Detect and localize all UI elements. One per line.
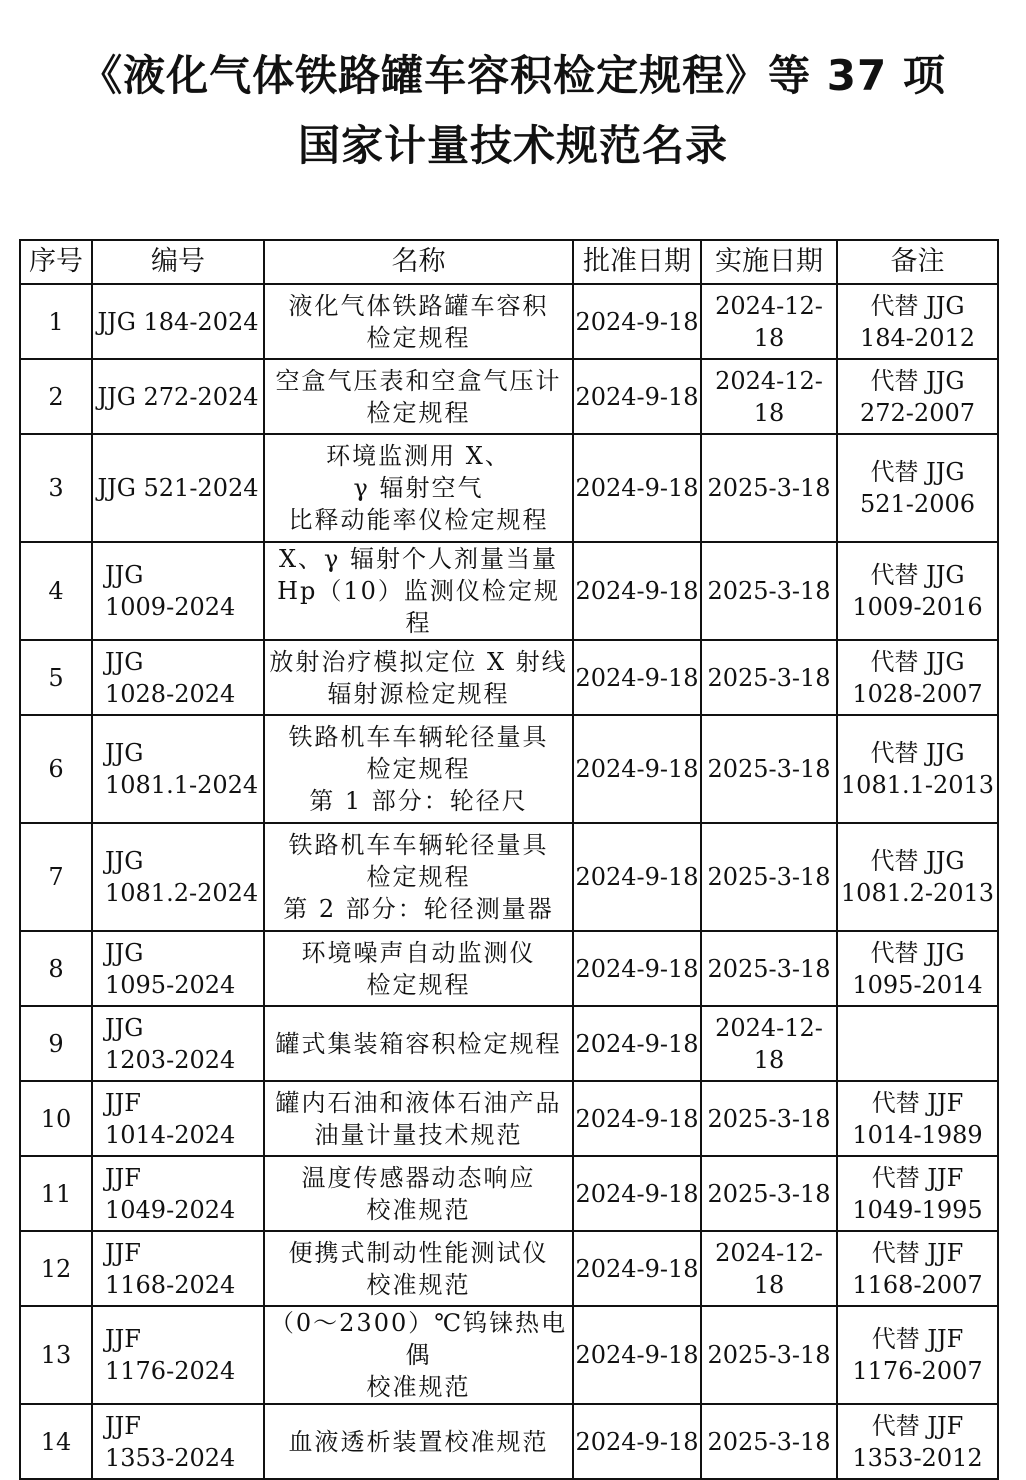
cell-seq: 2 xyxy=(20,359,92,434)
cell-remark-line: 代替 JJG xyxy=(870,739,965,767)
cell-code-line: 1014-2024 xyxy=(105,1120,236,1149)
cell-implement-date: 2025-3-18 xyxy=(701,931,837,1006)
cell-approve-date: 2024-9-18 xyxy=(573,715,701,823)
table-row xyxy=(20,823,998,931)
cell-remark-line: 1095-2014 xyxy=(852,970,983,999)
cell-implement-date: 2025-3-18 xyxy=(701,1306,837,1404)
document-title-line-2: 国家计量技术规范名录 xyxy=(297,121,728,170)
cell-name-line: 环境噪声自动监测仪 xyxy=(301,938,536,967)
cell-approve-date: 2024-9-18 xyxy=(573,823,701,931)
cell-code xyxy=(92,359,264,434)
cell-seq: 8 xyxy=(20,931,92,1006)
cell-remark-line: 代替 JJF xyxy=(871,1238,964,1267)
cell-name-line: 校准规范 xyxy=(366,1195,471,1224)
cell-implement-date: 2025-3-18 xyxy=(701,1156,837,1231)
cell-name-line: 校准规范 xyxy=(366,1270,471,1299)
cell-remark xyxy=(837,1231,998,1306)
cell-code-line: 1353-2024 xyxy=(105,1443,236,1472)
table-row xyxy=(20,931,998,1006)
cell-remark xyxy=(837,1404,998,1479)
cell-name-line: 铁路机车车辆轮径量具 xyxy=(288,831,549,859)
cell-code xyxy=(92,1156,264,1231)
cell-seq: 14 xyxy=(20,1404,92,1479)
cell-code-line: 1028-2024 xyxy=(105,679,236,708)
cell-name-line: 第 2 部分：轮径测量器 xyxy=(283,895,554,923)
cell-remark xyxy=(837,1006,998,1081)
cell-remark xyxy=(837,284,998,359)
cell-name-line: 第 1 部分：轮径尺 xyxy=(309,787,528,815)
cell-implement-date: 2025-3-18 xyxy=(701,1081,837,1156)
cell-name xyxy=(264,1081,573,1156)
cell-remark xyxy=(837,1306,998,1404)
cell-code-line: 1049-2024 xyxy=(105,1195,236,1224)
cell-remark-line: 代替 JJG xyxy=(870,366,965,395)
cell-implement-date: 2025-3-18 xyxy=(701,1404,837,1479)
cell-remark-line: 代替 JJF xyxy=(871,1325,964,1353)
cell-remark xyxy=(837,1156,998,1231)
cell-remark-line: 272-2007 xyxy=(860,398,975,427)
cell-code-line: JJF xyxy=(105,1088,141,1117)
cell-code-line: JJG xyxy=(105,561,144,589)
cell-remark-line: 1081.1-2013 xyxy=(840,771,995,799)
table-row xyxy=(20,715,998,823)
cell-code xyxy=(92,542,264,640)
cell-name-line: X、γ 辐射个人剂量当量 xyxy=(278,545,559,573)
cell-implement-date: 2025-3-18 xyxy=(701,434,837,542)
cell-name xyxy=(264,640,573,715)
cell-code xyxy=(92,640,264,715)
cell-code-line: JJG xyxy=(105,739,144,767)
cell-remark xyxy=(837,434,998,542)
cell-approve-date: 2024-9-18 xyxy=(573,1404,701,1479)
cell-name-line: 检定规程 xyxy=(366,970,471,999)
cell-name xyxy=(264,1156,573,1231)
standards-table xyxy=(19,239,999,1480)
cell-implement-date: 2025-3-18 xyxy=(701,542,837,640)
cell-implement-date: 2024-12-18 xyxy=(701,284,837,359)
cell-code-line: JJF xyxy=(105,1411,141,1440)
cell-remark-line: 代替 JJF xyxy=(871,1163,964,1192)
header-remark: 备注 xyxy=(837,240,998,284)
table-row xyxy=(20,1231,998,1306)
header-name: 名称 xyxy=(264,240,573,284)
cell-name-line: 便携式制动性能测试仪 xyxy=(288,1238,549,1267)
cell-remark-line: 代替 JJG xyxy=(870,458,965,486)
cell-code xyxy=(92,1404,264,1479)
cell-seq: 6 xyxy=(20,715,92,823)
cell-implement-date: 2025-3-18 xyxy=(701,640,837,715)
cell-seq: 1 xyxy=(20,284,92,359)
cell-remark-line: 代替 JJF xyxy=(871,1411,964,1440)
table-row xyxy=(20,359,998,434)
cell-code-line: JJG xyxy=(105,647,144,676)
cell-name-line: Hp（10）监测仪检定规程 xyxy=(277,577,560,637)
document-title-line-1: 《液化气体铁路罐车容积检定规程》等 37 项 xyxy=(80,51,946,100)
cell-code xyxy=(92,434,264,542)
cell-name-line: 环境监测用 X、 xyxy=(326,442,511,470)
cell-code xyxy=(92,1231,264,1306)
table-row xyxy=(20,1404,998,1479)
cell-remark-line: 1168-2007 xyxy=(852,1270,983,1299)
header-approve-date: 批准日期 xyxy=(573,240,701,284)
cell-code xyxy=(92,823,264,931)
cell-approve-date: 2024-9-18 xyxy=(573,1081,701,1156)
table-row xyxy=(20,1156,998,1231)
cell-name-line: 检定规程 xyxy=(366,323,471,352)
table-body xyxy=(20,284,998,1479)
cell-remark-line: 代替 JJG xyxy=(870,561,965,589)
cell-remark xyxy=(837,640,998,715)
cell-code-line: 1095-2024 xyxy=(105,970,236,999)
cell-remark-line: 代替 JJG xyxy=(870,938,965,967)
cell-remark-line: 184-2012 xyxy=(860,323,975,352)
cell-code-line: 1081.2-2024 xyxy=(105,879,259,907)
cell-name-line: 校准规范 xyxy=(366,1373,471,1401)
cell-name-line: 检定规程 xyxy=(366,755,471,783)
cell-remark-line: 1353-2012 xyxy=(852,1443,983,1472)
cell-name xyxy=(264,359,573,434)
cell-code-line: 1009-2024 xyxy=(105,593,236,621)
cell-code xyxy=(92,715,264,823)
cell-name xyxy=(264,1306,573,1404)
cell-name xyxy=(264,1231,573,1306)
cell-code xyxy=(92,1306,264,1404)
table-row xyxy=(20,542,998,640)
cell-remark xyxy=(837,931,998,1006)
cell-name xyxy=(264,931,573,1006)
cell-remark-line: 1028-2007 xyxy=(852,679,983,708)
cell-code-line: 1168-2024 xyxy=(105,1270,236,1299)
cell-seq: 10 xyxy=(20,1081,92,1156)
table-row xyxy=(20,1006,998,1081)
cell-approve-date: 2024-9-18 xyxy=(573,640,701,715)
cell-name-line: 罐内石油和液体石油产品 xyxy=(275,1088,562,1117)
cell-seq: 13 xyxy=(20,1306,92,1404)
cell-approve-date: 2024-9-18 xyxy=(573,359,701,434)
cell-seq: 3 xyxy=(20,434,92,542)
cell-code xyxy=(92,931,264,1006)
cell-remark-line: 代替 JJF xyxy=(871,1088,964,1117)
cell-name xyxy=(264,715,573,823)
cell-approve-date: 2024-9-18 xyxy=(573,1306,701,1404)
cell-code-line: 1176-2024 xyxy=(105,1357,236,1385)
cell-name xyxy=(264,434,573,542)
cell-name-line: 检定规程 xyxy=(366,863,471,891)
cell-remark-line: 代替 JJG xyxy=(870,291,965,320)
cell-approve-date: 2024-9-18 xyxy=(573,284,701,359)
table-row xyxy=(20,1081,998,1156)
cell-code xyxy=(92,1081,264,1156)
cell-name-line: 液化气体铁路罐车容积 xyxy=(288,291,549,320)
cell-name xyxy=(264,1006,573,1081)
cell-code-line: JJF xyxy=(105,1238,141,1267)
cell-code-line: JJG 272-2024 xyxy=(97,382,259,411)
cell-name-line: 辐射源检定规程 xyxy=(327,679,510,708)
header-seq: 序号 xyxy=(20,240,92,284)
cell-name-line: 温度传感器动态响应 xyxy=(301,1163,536,1192)
header-code: 编号 xyxy=(92,240,264,284)
cell-implement-date: 2025-3-18 xyxy=(701,715,837,823)
cell-remark xyxy=(837,1081,998,1156)
cell-name-line: 血液透析装置校准规范 xyxy=(288,1427,549,1456)
cell-remark xyxy=(837,359,998,434)
table-row xyxy=(20,284,998,359)
cell-name-line: 罐式集装箱容积检定规程 xyxy=(275,1029,562,1058)
cell-implement-date: 2024-12-18 xyxy=(701,359,837,434)
table-header-row xyxy=(20,240,998,284)
cell-name-line: 检定规程 xyxy=(366,398,471,427)
cell-approve-date: 2024-9-18 xyxy=(573,1231,701,1306)
cell-seq: 9 xyxy=(20,1006,92,1081)
cell-implement-date: 2025-3-18 xyxy=(701,823,837,931)
cell-name xyxy=(264,823,573,931)
cell-implement-date: 2024-12-18 xyxy=(701,1006,837,1081)
table-row xyxy=(20,434,998,542)
cell-code-line: JJF xyxy=(105,1325,141,1353)
cell-name-line: γ 辐射空气 xyxy=(353,474,484,502)
cell-seq: 12 xyxy=(20,1231,92,1306)
cell-code-line: JJG xyxy=(105,847,144,875)
cell-seq: 11 xyxy=(20,1156,92,1231)
cell-code-line: JJF xyxy=(105,1163,141,1192)
cell-code-line: JJG 521-2024 xyxy=(97,474,259,502)
cell-seq: 4 xyxy=(20,542,92,640)
header-implement-date: 实施日期 xyxy=(701,240,837,284)
cell-remark xyxy=(837,715,998,823)
cell-code-line: 1203-2024 xyxy=(105,1045,236,1074)
cell-remark-line: 1081.2-2013 xyxy=(840,879,995,907)
cell-remark-line: 代替 JJG xyxy=(870,647,965,676)
cell-remark-line: 1009-2016 xyxy=(852,593,983,621)
cell-approve-date: 2024-9-18 xyxy=(573,1156,701,1231)
table-row xyxy=(20,640,998,715)
cell-code-line: JJG xyxy=(105,938,144,967)
cell-code-line: 1081.1-2024 xyxy=(105,771,259,799)
cell-code xyxy=(92,1006,264,1081)
cell-remark-line: 1049-1995 xyxy=(852,1195,983,1224)
cell-code xyxy=(92,284,264,359)
cell-remark-line: 1176-2007 xyxy=(852,1357,983,1385)
cell-name-line: 铁路机车车辆轮径量具 xyxy=(288,723,549,751)
cell-name xyxy=(264,1404,573,1479)
cell-code-line: JJG xyxy=(105,1013,144,1042)
cell-remark-line: 1014-1989 xyxy=(852,1120,983,1149)
cell-name xyxy=(264,542,573,640)
cell-name xyxy=(264,284,573,359)
cell-remark-line: 521-2006 xyxy=(860,490,975,518)
cell-remark-line: 代替 JJG xyxy=(870,847,965,875)
cell-approve-date: 2024-9-18 xyxy=(573,542,701,640)
cell-remark xyxy=(837,542,998,640)
cell-approve-date: 2024-9-18 xyxy=(573,1006,701,1081)
cell-remark xyxy=(837,823,998,931)
cell-name-line: 油量计量技术规范 xyxy=(314,1120,523,1149)
cell-seq: 7 xyxy=(20,823,92,931)
cell-approve-date: 2024-9-18 xyxy=(573,931,701,1006)
cell-implement-date: 2024-12-18 xyxy=(701,1231,837,1306)
cell-name-line: 比释动能率仪检定规程 xyxy=(288,506,549,534)
cell-name-line: （0～2300）℃钨铼热电偶 xyxy=(269,1309,568,1369)
cell-seq: 5 xyxy=(20,640,92,715)
cell-code-line: JJG 184-2024 xyxy=(97,307,259,336)
cell-name-line: 空盒气压表和空盒气压计 xyxy=(275,366,562,395)
cell-approve-date: 2024-9-18 xyxy=(573,434,701,542)
table-row xyxy=(20,1306,998,1404)
cell-name-line: 放射治疗模拟定位 X 射线 xyxy=(269,647,568,676)
